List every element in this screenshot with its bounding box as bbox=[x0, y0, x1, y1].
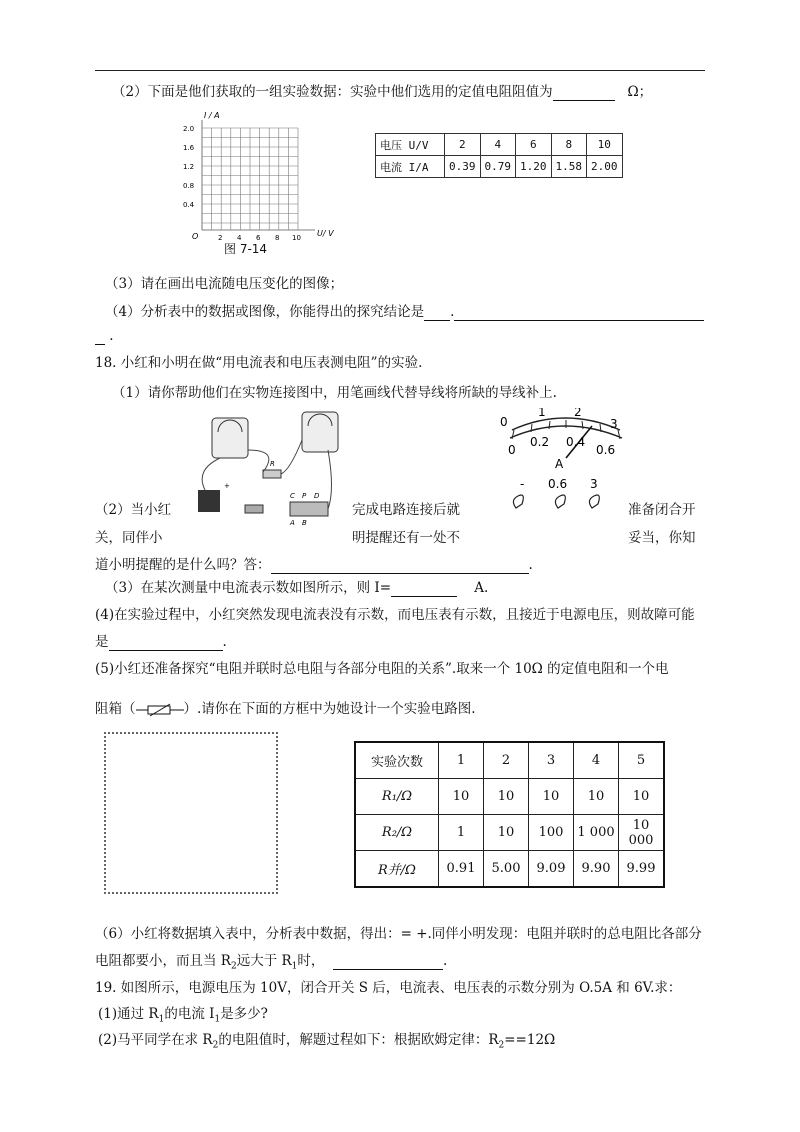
circuit-label: B bbox=[302, 519, 307, 527]
table-cell: 电压 U/V bbox=[376, 134, 445, 156]
graph-x-tick: 8 bbox=[275, 234, 280, 242]
table-cell: 2 bbox=[484, 742, 529, 779]
q18-p2-a: （2）当小红 bbox=[95, 502, 172, 518]
dial-terminal: - bbox=[520, 477, 525, 491]
table-cell: R₁/Ω bbox=[355, 779, 439, 815]
graph-x-tick: 2 bbox=[218, 234, 223, 242]
q18-title: 18. 小红和小明在做“用电流表和电压表测电阻”的实验. bbox=[95, 355, 423, 371]
table-cell: 1 000 bbox=[574, 815, 619, 851]
graph-y-tick: 2.0 bbox=[183, 125, 195, 133]
circuit-label: D bbox=[314, 492, 320, 500]
dial-top-tick: 1 bbox=[538, 408, 546, 419]
table-cell: 10 bbox=[587, 134, 623, 156]
table-cell: R₂/Ω bbox=[355, 815, 439, 851]
table-cell: 电流 I/A bbox=[376, 156, 445, 178]
table-cell: 2 bbox=[445, 134, 481, 156]
dial-terminal: 3 bbox=[590, 477, 598, 491]
q18-p2-g-line: 道小明提醒的是什么吗？答： . bbox=[95, 557, 533, 573]
graph-y-tick: 0.4 bbox=[183, 201, 195, 209]
table-cell: 1.58 bbox=[551, 156, 587, 178]
q18-p4-b-line: 是 . bbox=[95, 634, 227, 650]
q18-p2-f: 妥当，你知 bbox=[628, 530, 696, 546]
parallel-resistance-table bbox=[354, 741, 665, 888]
header-rule bbox=[95, 70, 705, 71]
table-cell: 5 bbox=[619, 742, 665, 779]
answer-blank-reminder[interactable] bbox=[271, 557, 529, 574]
graph-x-tick: 4 bbox=[237, 234, 242, 242]
dial-bottom-tick: 0 bbox=[508, 443, 516, 457]
table-cell: 5.00 bbox=[484, 851, 529, 888]
circuit-label: C bbox=[290, 492, 295, 500]
answer-blank-conclusion-cont[interactable] bbox=[454, 304, 704, 321]
table-row bbox=[355, 742, 664, 779]
table-cell: 0.91 bbox=[439, 851, 484, 888]
resistance-box-icon bbox=[136, 703, 184, 717]
q19-p1-line: (1)通过 $R_1$的电流 $I_1$是多少? bbox=[98, 1006, 268, 1025]
ammeter-device bbox=[212, 418, 248, 458]
table-cell: 0.79 bbox=[480, 156, 516, 178]
q19-p2-line: (2)马平同学在求 $R_2$的电阻值时，解题过程如下：根据欧姆定律：$R_2==12\Omega$ bbox=[98, 1032, 556, 1051]
q18-p2-b: 完成电路连接后就 bbox=[352, 502, 460, 518]
table-row bbox=[355, 851, 664, 888]
q17-p4-line2: . bbox=[95, 328, 114, 345]
rheostat bbox=[290, 502, 328, 516]
graph-y-label: I / A bbox=[204, 111, 220, 120]
q18-p1: （1）请你帮助他们在实物连接图中，用笔画线代替导线将所缺的导线补上. bbox=[112, 385, 557, 401]
circuit-label: P bbox=[302, 492, 307, 500]
answer-blank-trend[interactable] bbox=[333, 953, 443, 970]
q19-title: 19. 如图所示，电源电压为 10V，闭合开关 S 后，电流表、电压表的示数分别为 O.5A 和 6V.求： bbox=[95, 980, 682, 996]
dial-terminal: 0.6 bbox=[548, 477, 568, 491]
q18-p6-b-line: 电阻都要小，而且当 $R_2$远大于 $R_1$时， . bbox=[95, 953, 448, 972]
dial-bottom-tick: 0.4 bbox=[566, 435, 586, 449]
q18-p2-c: 准备闭合开 bbox=[628, 502, 696, 518]
circuit-illustration bbox=[190, 410, 340, 530]
circuit-label: + bbox=[224, 482, 230, 490]
table-cell: 6 bbox=[516, 134, 552, 156]
table-cell: 10 bbox=[529, 779, 574, 815]
table-cell: 9.09 bbox=[529, 851, 574, 888]
table-cell: 1.20 bbox=[516, 156, 552, 178]
table-cell: 10 bbox=[484, 779, 529, 815]
dial-top-tick: 0 bbox=[500, 415, 508, 429]
table-cell: 1 bbox=[439, 742, 484, 779]
table-cell: 10 000 bbox=[619, 815, 665, 851]
graph-y-tick: 1.6 bbox=[183, 144, 195, 152]
table-row bbox=[355, 779, 664, 815]
table-cell: 3 bbox=[529, 742, 574, 779]
iu-graph bbox=[180, 108, 350, 258]
graph-caption: 图 7-14 bbox=[224, 242, 268, 256]
graph-y-tick: 0.8 bbox=[183, 182, 195, 190]
q18-p2-e: 明提醒还有一处不 bbox=[352, 530, 460, 546]
q18-p2-d: 关，同伴小 bbox=[95, 530, 163, 546]
table-row bbox=[376, 134, 623, 156]
answer-blank-fault[interactable] bbox=[109, 634, 223, 651]
dial-bottom-tick: 0.6 bbox=[596, 443, 616, 457]
table-cell: 实验次数 bbox=[355, 742, 439, 779]
resistor-r bbox=[263, 470, 281, 478]
answer-blank-current[interactable] bbox=[391, 580, 457, 597]
table-cell: 4 bbox=[574, 742, 619, 779]
table-cell: 2.00 bbox=[587, 156, 623, 178]
table-cell: 10 bbox=[619, 779, 665, 815]
table-cell: 0.39 bbox=[445, 156, 481, 178]
dial-top-tick: 2 bbox=[574, 408, 582, 419]
q18-p5-a: (5)小红还准备探究“电阻并联时总电阻与各部分电阻的关系”.取来一个 10Ω 的定值电阻和一个电 bbox=[95, 661, 669, 677]
ammeter-dial bbox=[500, 408, 635, 523]
table-cell: 9.99 bbox=[619, 851, 665, 888]
table-cell: 10 bbox=[439, 779, 484, 815]
table-row bbox=[376, 156, 623, 178]
dial-top-tick: 3 bbox=[610, 417, 618, 431]
table-cell: 8 bbox=[551, 134, 587, 156]
table-cell: R并/Ω bbox=[355, 851, 439, 888]
table-cell: 10 bbox=[574, 779, 619, 815]
q18-p4-a: (4)在实验过程中，小红突然发现电流表没有示数，而电压表有示数，且接近于电源电压，则故障可能 bbox=[95, 607, 695, 623]
table-row bbox=[355, 815, 664, 851]
table-cell: 1 bbox=[439, 815, 484, 851]
q18-p5-b-line: 阻箱（ ）.请你在下面的方框中为她设计一个实验电路图. bbox=[95, 701, 476, 717]
circuit-label: A bbox=[290, 519, 295, 527]
q18-p6-a: （6）小红将数据填入表中，分析表中数据，得出：= +.同伴小明发现：电阻并联时的总电阻比各部分 bbox=[95, 926, 702, 942]
battery bbox=[198, 490, 220, 512]
table-cell: 10 bbox=[484, 815, 529, 851]
table-cell: 100 bbox=[529, 815, 574, 851]
q17-p3: （3）请在画出电流随电压变化的图像； bbox=[105, 276, 344, 292]
graph-y-tick: 1.2 bbox=[183, 163, 195, 171]
answer-blank-conclusion[interactable] bbox=[424, 304, 450, 321]
table-cell: 4 bbox=[480, 134, 516, 156]
table-cell: 9.90 bbox=[574, 851, 619, 888]
voltmeter-device bbox=[302, 412, 338, 452]
q18-p3-line: （3）在某次测量中电流表示数如图所示，则 I= A. bbox=[105, 580, 489, 596]
graph-x-tick: 10 bbox=[292, 234, 301, 242]
circuit-design-box[interactable] bbox=[104, 732, 278, 894]
dial-unit: A bbox=[555, 457, 564, 471]
answer-blank-conclusion-cont2[interactable] bbox=[95, 328, 105, 345]
answer-blank-resistance[interactable] bbox=[553, 84, 615, 101]
q17-p4-line: （4）分析表中的数据或图像，你能得出的探究结论是 . bbox=[105, 300, 704, 321]
dial-bottom-tick: 0.2 bbox=[530, 435, 550, 449]
circuit-label: R bbox=[270, 460, 275, 468]
graph-x-tick: 6 bbox=[256, 234, 261, 242]
switch bbox=[245, 505, 263, 513]
graph-origin: O bbox=[192, 232, 199, 241]
q17-p2-line: （2）下面是他们获取的一组实验数据：实验中他们选用的定值电阻阻值为 Ω； bbox=[112, 84, 653, 100]
graph-x-label: U/ V bbox=[317, 229, 334, 238]
iu-data-table bbox=[375, 133, 623, 178]
